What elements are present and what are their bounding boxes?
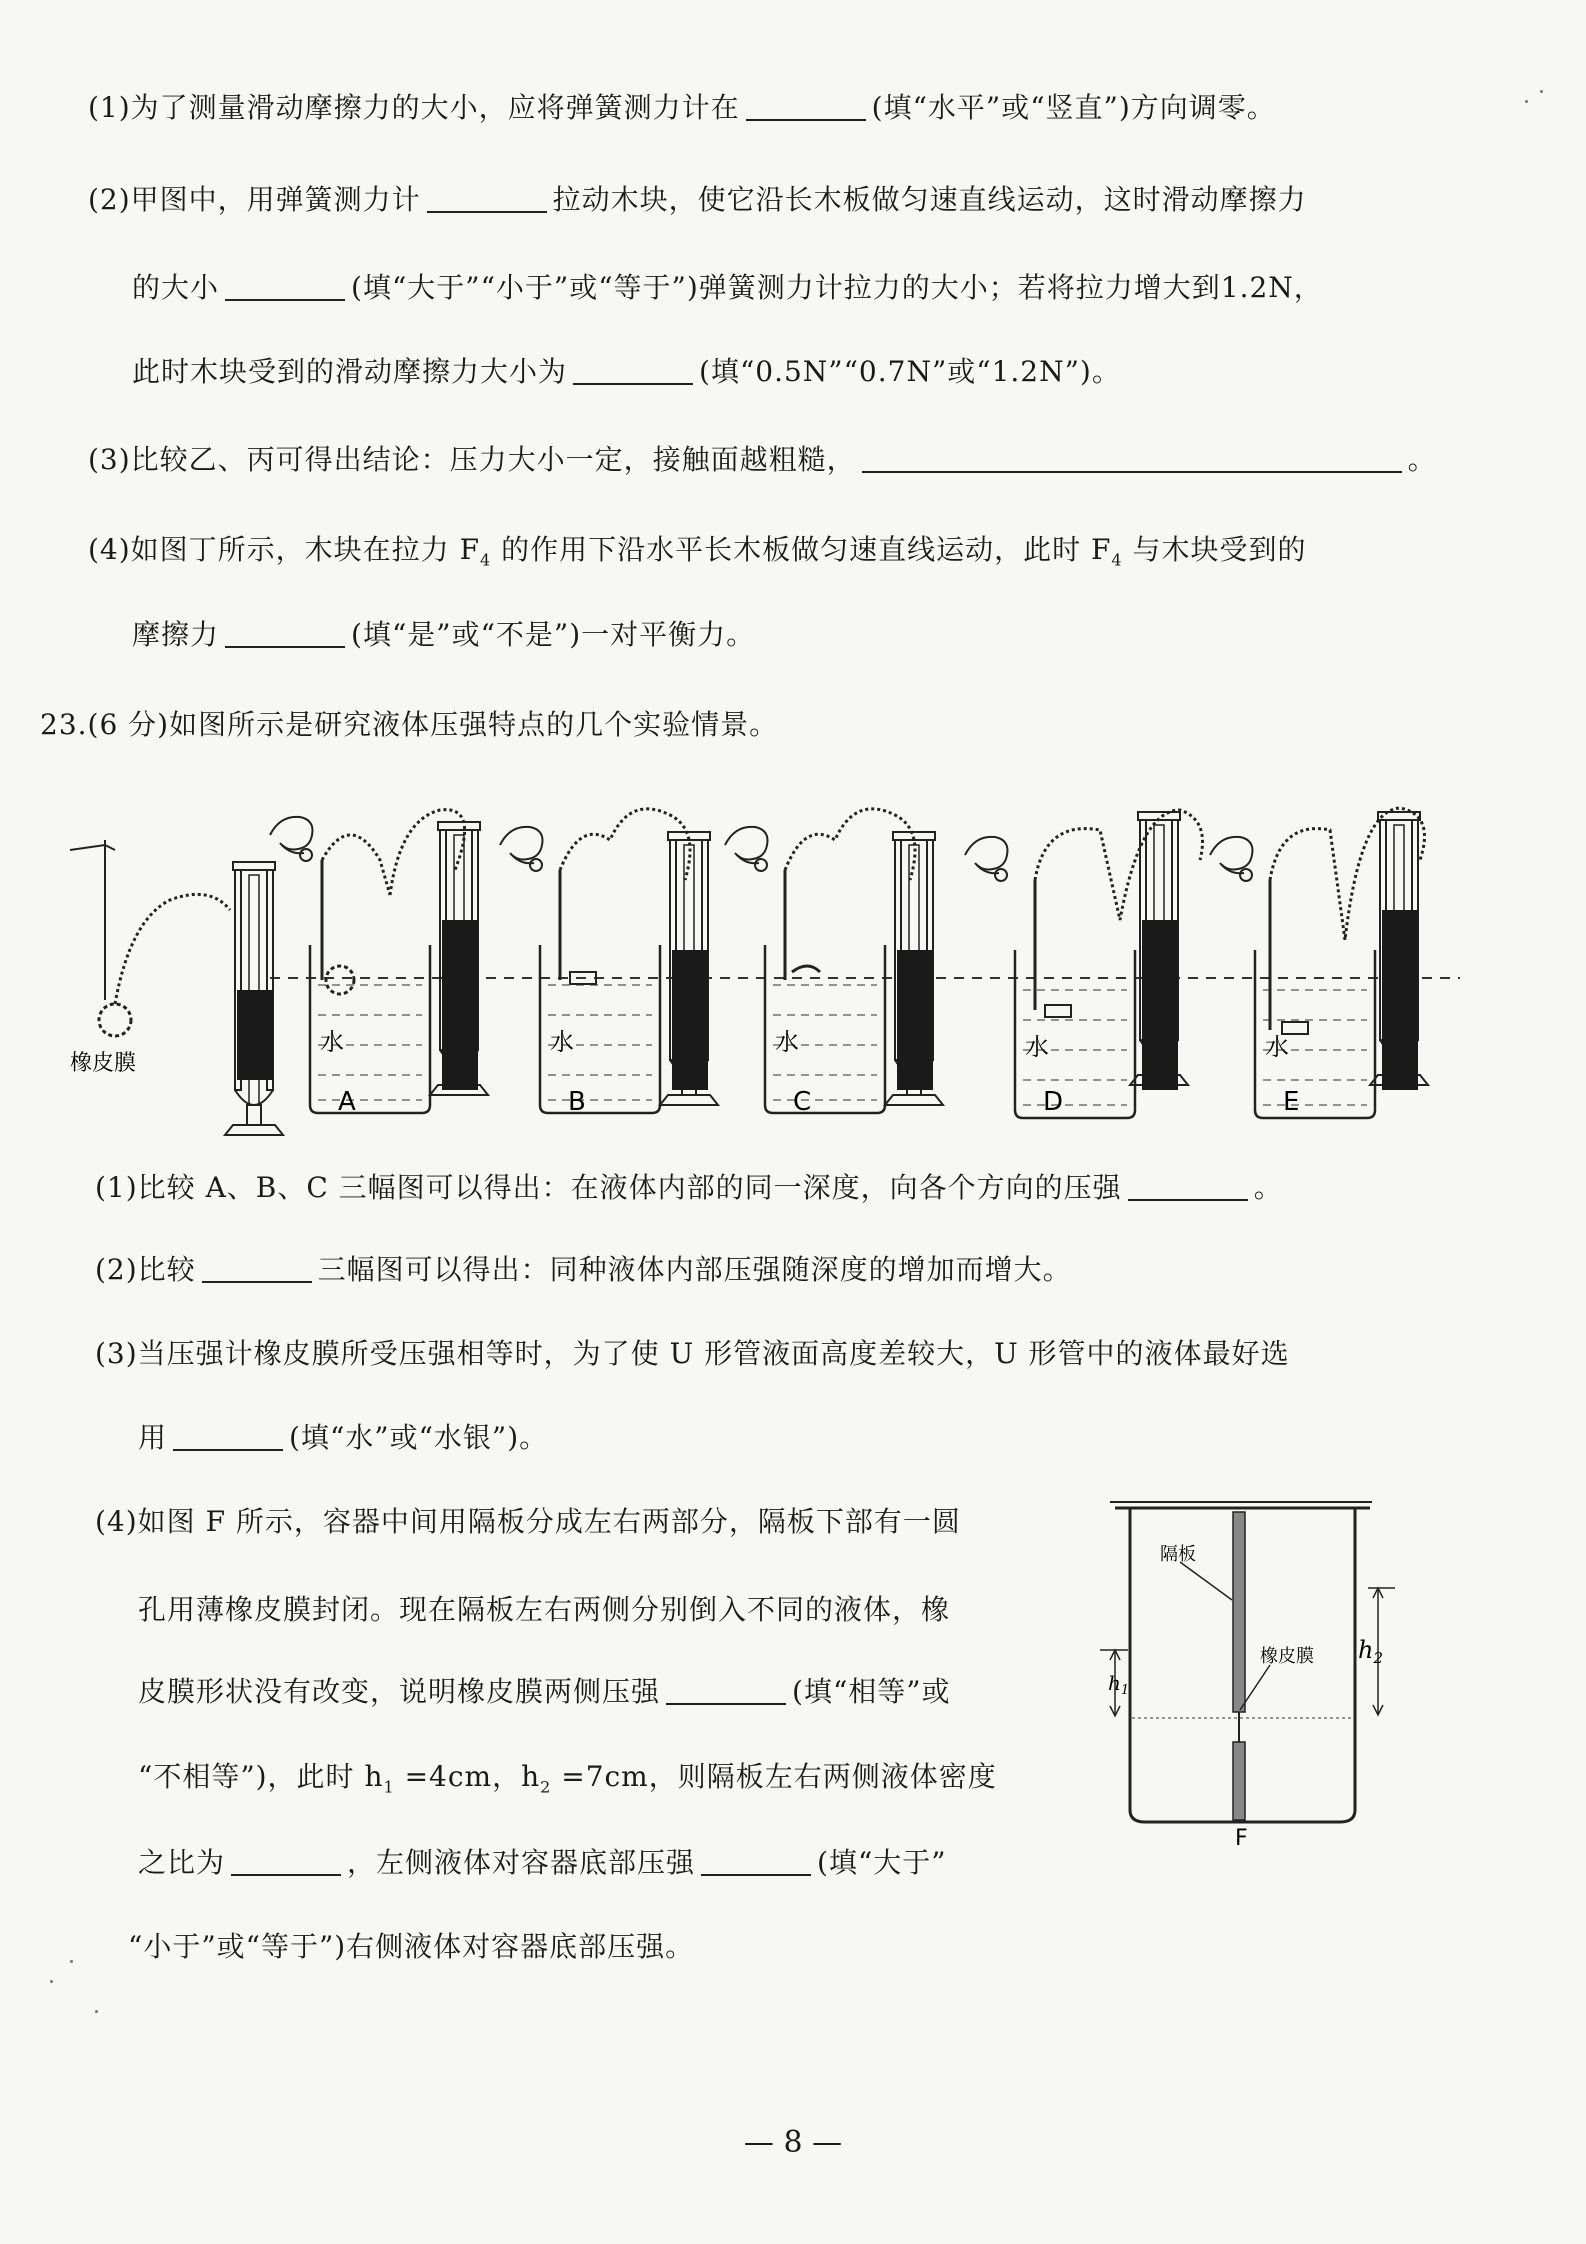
q23-header: 23.(6 分)如图所示是研究液体压强特点的几个实验情景。 [40,708,779,741]
q22-part4-b: 的作用下沿水平长木板做匀速直线运动，此时 F [491,533,1112,566]
q22-part1 [88,88,1276,128]
membrane-label: 橡皮膜 [70,1051,137,1076]
q22-part2-line3-b: (填“0.5N”“0.7N”或“1.2N”)。 [699,355,1121,388]
setup-E [1210,808,1428,1118]
q23-part1 [95,1168,1283,1208]
pressure-experiment-figures [60,800,1460,1130]
scan-speck [95,2010,98,2013]
water-label: 水 [550,1028,574,1056]
q23-part2-b: 三幅图可以得出：同种液体内部压强随深度的增加而增大。 [317,1253,1072,1286]
q22-part1-text: (1)为了测量滑动摩擦力的大小，应将弹簧测力计在 [88,91,740,124]
q23-part4-line5 [138,1843,947,1883]
water-label: 水 [320,1028,344,1056]
subscript: 4 [480,550,492,570]
water-label: 水 [1025,1033,1049,1061]
q23-part4-line5-a: 之比为 [138,1846,226,1879]
setup-D [965,810,1203,1118]
q22-part3-text: (3)比较乙、丙可得出结论：压力大小一定，接触面越粗糙， [88,443,856,476]
q22-part1-hint: (填“水平”或“竖直”)方向调零。 [871,91,1276,124]
scan-speck [1525,100,1528,103]
q23-part4-line5-c: (填“大于” [817,1846,947,1879]
q23-part4-line5-b: ，左侧液体对容器底部压强 [347,1846,696,1879]
q23-part4-line4 [138,1757,997,1808]
answer-blank[interactable] [427,181,547,213]
q22-part4-line2-a: 摩擦力 [132,618,220,651]
q23-part3-line2-b: (填“水”或“水银”)。 [289,1421,549,1454]
q22-part2-line2-b: (填“大于”“小于”或“等于”)弹簧测力计拉力的大小；若将拉力增大到1.2N， [351,271,1323,304]
figure-label-F: F [1235,1826,1248,1851]
answer-blank[interactable] [231,1844,341,1876]
partition-label: 隔板 [1160,1544,1196,1565]
q22-part2-text: (2)甲图中，用弹簧测力计 [88,183,421,216]
q22-part4-c: 与木块受到的 [1122,533,1307,566]
q23-part1-end: 。 [1253,1171,1283,1204]
answer-blank[interactable] [862,441,1402,473]
q23-part3: (3)当压强计橡皮膜所受压强相等时，为了使 U 形管液面高度差较大，U 形管中的液体最好选 [95,1337,1290,1370]
q23-part4-line4-b: =4cm，h [394,1760,541,1793]
q23-part4: (4)如图 F 所示，容器中间用隔板分成左右两部分，隔板下部有一圆 [95,1505,961,1538]
q22-part4-a: (4)如图丁所示，木块在拉力 F [88,533,480,566]
answer-blank[interactable] [666,1673,786,1705]
q22-part4 [88,530,1307,581]
q23-part4-line3-a: 皮膜形状没有改变，说明橡皮膜两侧压强 [138,1675,661,1708]
answer-blank[interactable] [701,1844,811,1876]
scan-speck [1540,90,1543,93]
h2-label: $h_2$ [1358,1636,1384,1667]
answer-blank[interactable] [573,353,693,385]
setup-A [270,810,488,1113]
q22-part3-end: 。 [1407,443,1437,476]
gauge-reference [70,840,283,1135]
subscript: 1 [383,1777,395,1797]
answer-blank[interactable] [173,1419,283,1451]
answer-blank[interactable] [225,616,345,648]
answer-blank[interactable] [202,1251,312,1283]
q23-part4-line4-a: “不相等”)，此时 h [138,1760,384,1793]
answer-blank[interactable] [746,89,866,121]
q23-part1-text: (1)比较 A、B、C 三幅图可以得出：在液体内部的同一深度，向各个方向的压强 [95,1171,1122,1204]
scan-speck [50,1980,53,1983]
q23-part2 [95,1250,1072,1290]
q22-part2-line2-a: 的大小 [132,271,220,304]
q23-part2-a: (2)比较 [95,1253,196,1286]
q23-part4-line3-b: (填“相等”或 [792,1675,951,1708]
q23-part4-line6: “小于”或“等于”)右侧液体对容器底部压强。 [128,1930,695,1963]
scan-speck [70,1960,73,1963]
q22-part2-line2 [132,268,1323,308]
subscript: 4 [1111,550,1123,570]
q22-part2-line3 [132,352,1121,392]
h1-label: $h_1$ [1108,1671,1130,1698]
subscript: 2 [540,1777,552,1797]
q23-part4-line4-c: =7cm，则隔板左右两侧液体密度 [551,1760,997,1793]
water-label: 水 [775,1028,799,1056]
setup-C [725,809,943,1113]
water-label: 水 [1265,1033,1289,1061]
figure-label-A: A [338,1087,356,1117]
setup-B [500,809,718,1113]
q23-part3-line2-a: 用 [138,1421,168,1454]
q22-part4-line2 [132,615,755,655]
q22-part3 [88,440,1437,480]
figure-label-E: E [1283,1087,1300,1117]
q22-part2-line3-a: 此时木块受到的滑动摩擦力大小为 [132,355,568,388]
q23-part4-line3 [138,1672,951,1712]
figure-label-B: B [568,1087,586,1117]
answer-blank[interactable] [1128,1169,1248,1201]
q22-part4-line2-b: (填“是”或“不是”)一对平衡力。 [351,618,756,651]
membrane-label-F: 橡皮膜 [1260,1646,1314,1667]
answer-blank[interactable] [225,269,345,301]
page-number: — 8 — [743,2125,843,2160]
figure-label-C: C [793,1087,812,1117]
figure-label-D: D [1043,1087,1064,1117]
q22-part2-text-b: 拉动木块，使它沿长木板做匀速直线运动，这时滑动摩擦力 [552,183,1307,216]
q23-part4-line2: 孔用薄橡皮膜封闭。现在隔板左右两侧分别倒入不同的液体，橡 [138,1593,951,1626]
q22-part2 [88,180,1307,220]
q23-part3-line2 [138,1418,548,1458]
figure-F-partitioned-container [1110,1490,1400,1850]
